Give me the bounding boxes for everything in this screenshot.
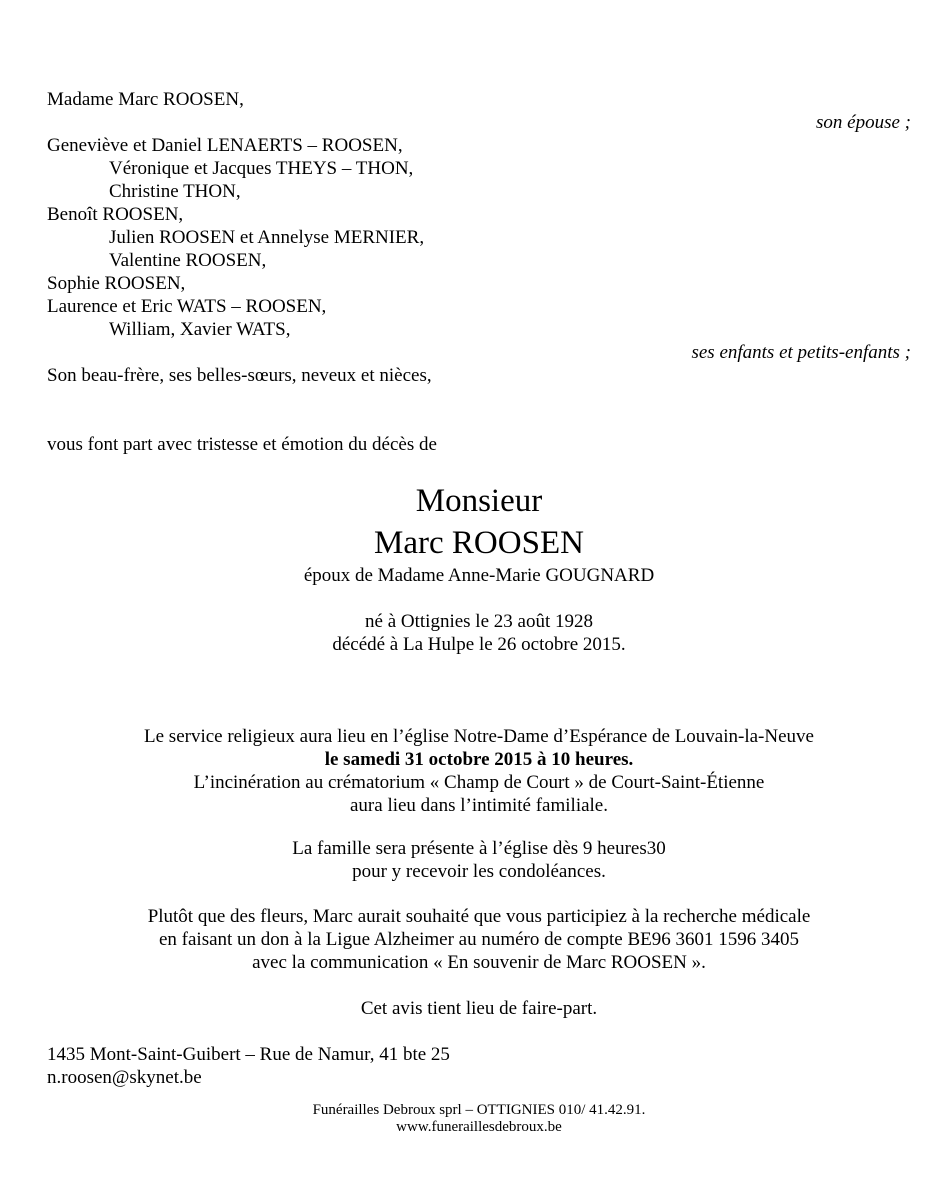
family-line: Christine THON, xyxy=(109,181,241,202)
birth-line: né à Ottignies le 23 août 1928 xyxy=(365,611,593,632)
condolences-line: pour y recevoir les condoléances. xyxy=(352,861,606,882)
relation-label-children: ses enfants et petits-enfants ; xyxy=(691,342,911,363)
donation-communication-line: avec la communication « En souvenir de Marc ROOSEN ». xyxy=(252,952,706,973)
contact-address: 1435 Mont-Saint-Guibert – Rue de Namur, 41 bte 25 xyxy=(47,1044,450,1065)
cremation-privacy-line: aura lieu dans l’intimité familiale. xyxy=(350,795,608,816)
death-line: décédé à La Hulpe le 26 octobre 2015. xyxy=(332,634,626,655)
family-line: Julien ROOSEN et Annelyse MERNIER, xyxy=(109,227,425,248)
cremation-line: L’incinération au crématorium « Champ de Court » de Court-Saint-Étienne xyxy=(193,772,765,793)
service-details-block xyxy=(47,725,911,817)
deceased-name: Marc ROOSEN xyxy=(374,525,584,561)
family-presence-block xyxy=(47,837,911,883)
family-line: William, Xavier WATS, xyxy=(109,319,291,340)
spouse-line: époux de Madame Anne-Marie GOUGNARD xyxy=(303,565,655,586)
birth-death-block xyxy=(47,610,911,656)
contact-email: n.roosen@skynet.be xyxy=(47,1067,202,1088)
service-location-line: Le service religieux aura lieu en l’église Notre-Dame d’Espérance de Louvain-la-Neuve xyxy=(144,726,814,747)
funeral-home-line: Funérailles Debroux sprl – OTTIGNIES 010/ 41.42.91. xyxy=(312,1102,646,1118)
relation-label-spouse: son épouse ; xyxy=(816,112,911,133)
family-line: Véronique et Jacques THEYS – THON, xyxy=(109,158,414,179)
donation-wish-line: Plutôt que des fleurs, Marc aurait souhaité que vous participiez à la recherche médicale xyxy=(147,906,811,927)
family-line: Benoît ROOSEN, xyxy=(47,204,184,225)
presence-line: La famille sera présente à l’église dès 9 heures30 xyxy=(292,838,666,859)
family-line-wife: Madame Marc ROOSEN, xyxy=(47,89,244,110)
donation-block xyxy=(47,905,911,974)
contact-block xyxy=(47,1043,911,1089)
family-line: Sophie ROOSEN, xyxy=(47,273,186,294)
deceased-title: Monsieur xyxy=(415,483,543,519)
family-line: Laurence et Eric WATS – ROOSEN, xyxy=(47,296,327,317)
family-line: Geneviève et Daniel LENAERTS – ROOSEN, xyxy=(47,135,403,156)
funeral-home-footer xyxy=(47,1102,911,1136)
funeral-home-website: www.funeraillesdebroux.be xyxy=(396,1119,562,1135)
donation-account-line: en faisant un don à la Ligue Alzheimer au numéro de compte BE96 3601 1596 3405 xyxy=(158,929,800,950)
service-datetime-line: le samedi 31 octobre 2015 à 10 heures. xyxy=(324,749,634,770)
family-list xyxy=(47,88,911,387)
faire-part-notice: Cet avis tient lieu de faire-part. xyxy=(360,998,598,1019)
deceased-heading xyxy=(47,480,911,587)
family-line: Valentine ROOSEN, xyxy=(109,250,267,271)
announcement-line: vous font part avec tristesse et émotion du décès de xyxy=(47,434,437,455)
family-line-inlaws: Son beau-frère, ses belles-sœurs, neveux et nièces, xyxy=(47,365,432,386)
